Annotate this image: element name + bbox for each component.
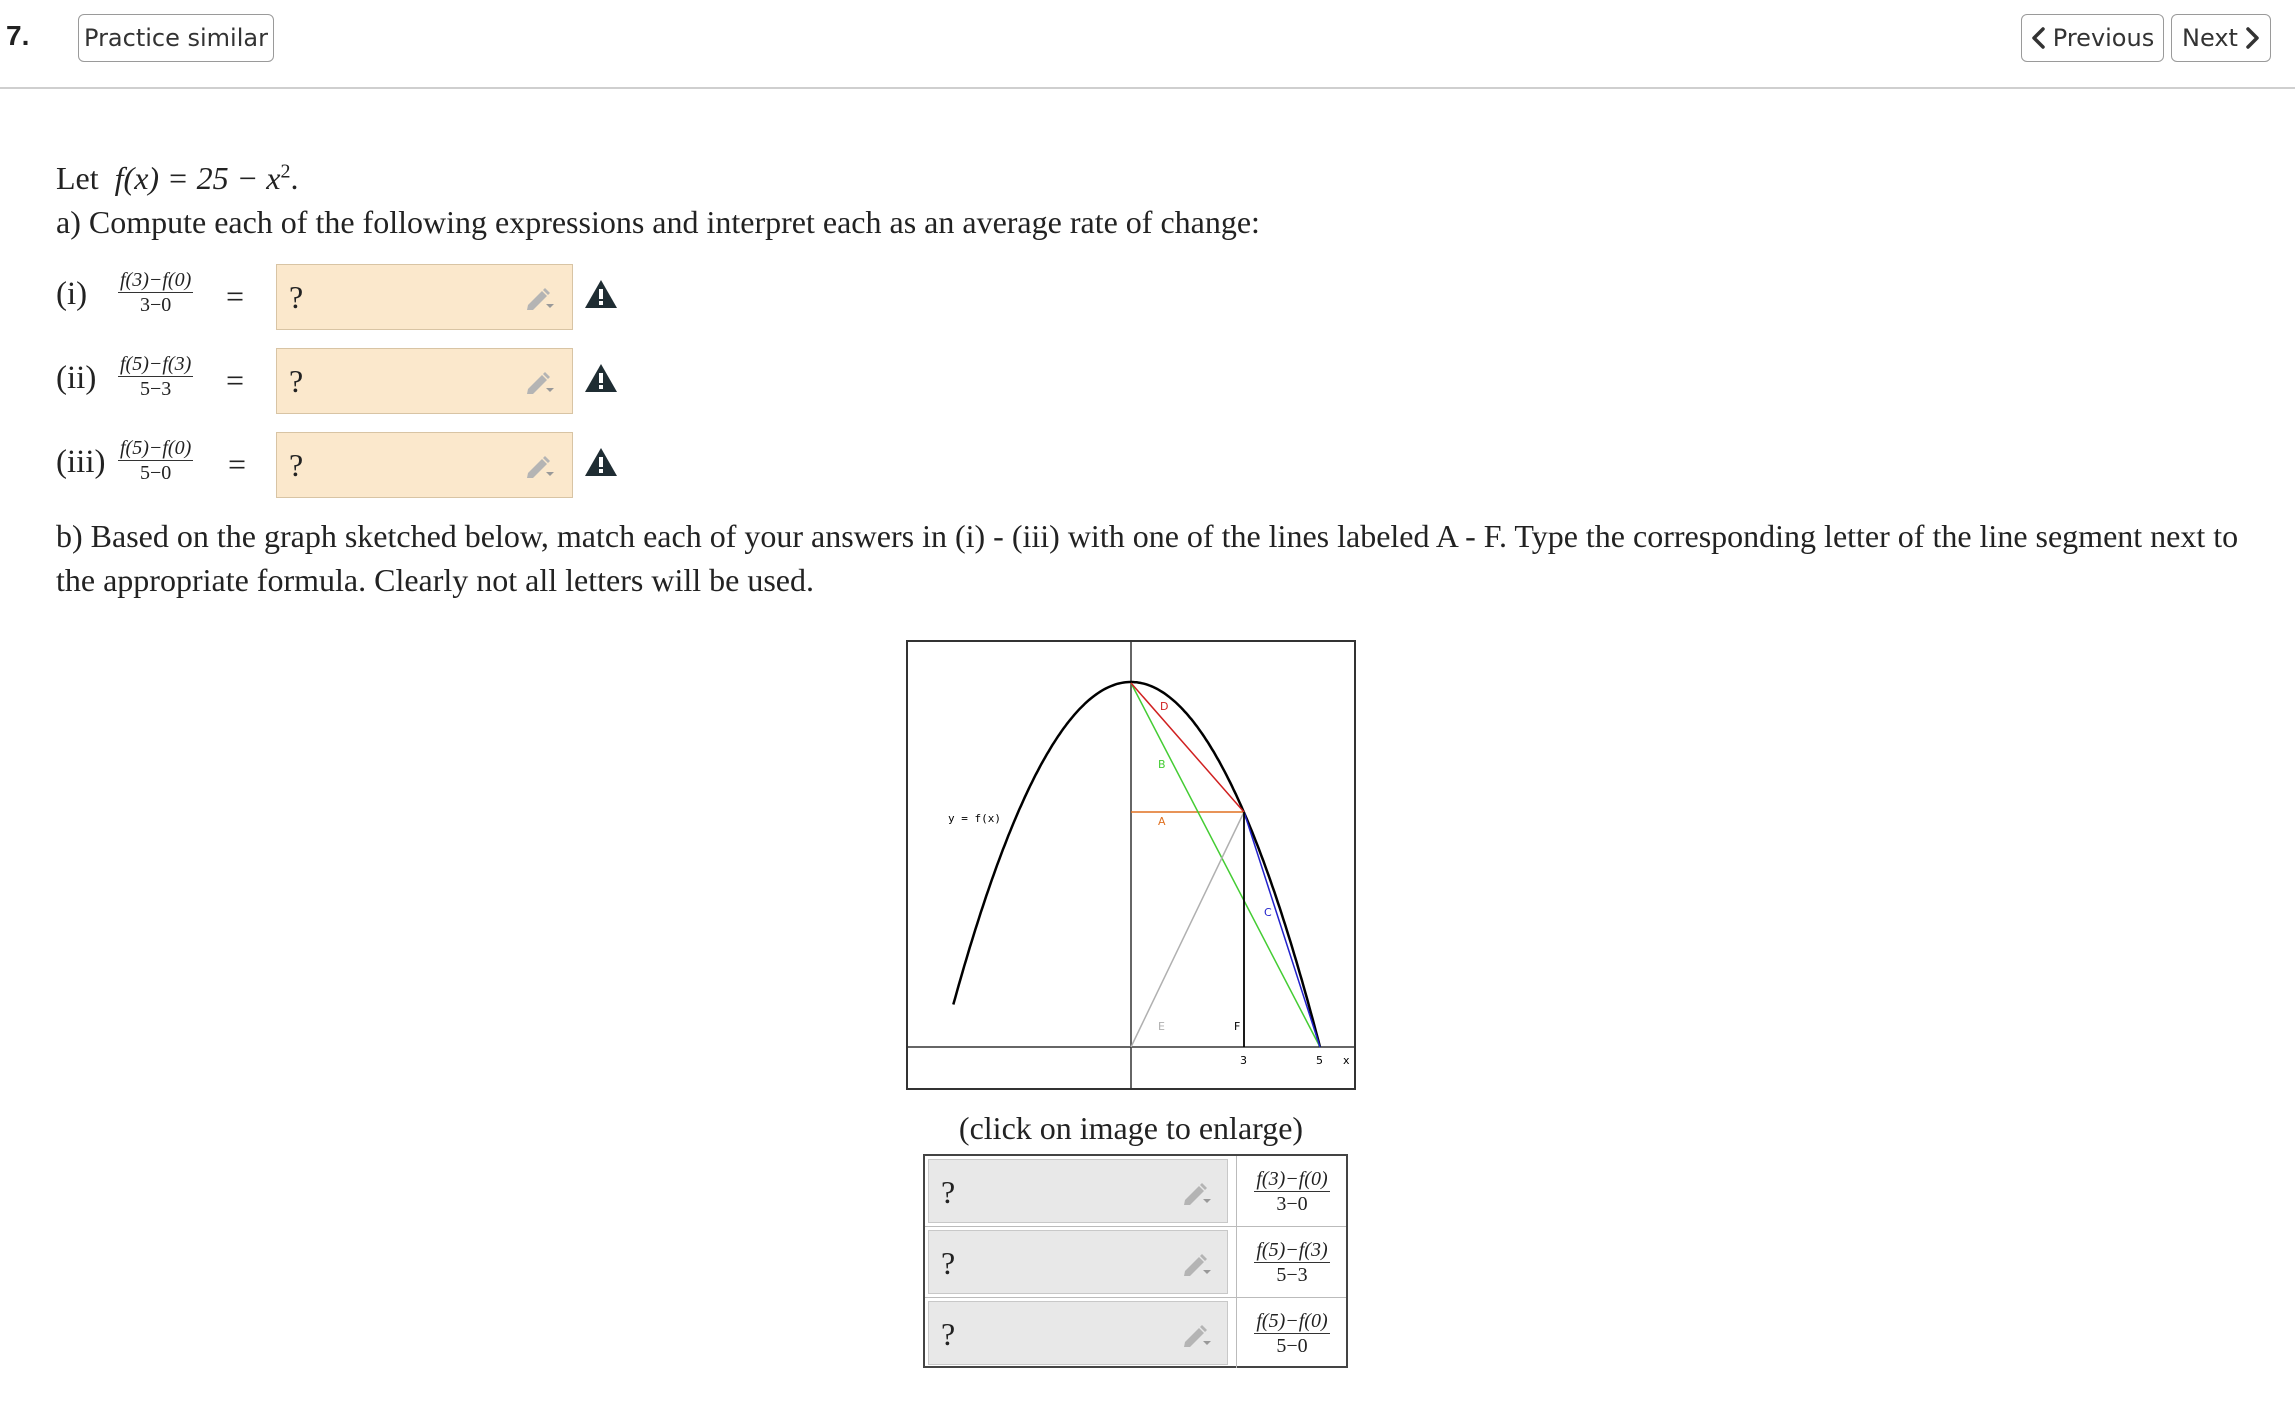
part-a-row-iii (56, 432, 676, 498)
equals-sign: = (226, 362, 245, 398)
graph-caption[interactable]: (click on image to enlarge) (958, 1110, 1304, 1146)
fraction-denominator: 5−3 (1276, 1263, 1308, 1286)
pencil-icon[interactable] (524, 285, 556, 311)
top-bar (0, 0, 2295, 89)
roman-numeral: (iii) (56, 444, 106, 480)
chevron-right-icon (2244, 27, 2260, 49)
answer-value: ? (289, 447, 304, 483)
pencil-icon[interactable] (524, 369, 556, 395)
matching-table (923, 1154, 1348, 1368)
label-e: E (1158, 1020, 1165, 1033)
warning-icon (584, 278, 618, 310)
difference-quotient (1254, 1167, 1329, 1216)
roman-numeral: (ii) (56, 360, 97, 396)
pencil-icon[interactable] (1181, 1251, 1213, 1277)
match-formula (1236, 1298, 1347, 1368)
function-expression: f(x) = 25 − x (114, 160, 281, 196)
part-b-instructions: b) Based on the graph sketched below, match each of your answers in (i) - (iii) with one of the lines labeled A - F. Type the corresponding letter of the line segment next to the appropriate formula. Clearly not all letters will be used. (56, 518, 2239, 598)
answer-value: ? (289, 279, 304, 315)
tick-3: 3 (1240, 1054, 1247, 1067)
previous-label: Previous (2052, 24, 2155, 52)
next-button[interactable] (2171, 14, 2271, 62)
pencil-icon[interactable] (1181, 1180, 1213, 1206)
fraction-numerator: f(5)−f(0) (1256, 1309, 1328, 1332)
match-input-1[interactable] (928, 1159, 1228, 1223)
difference-quotient (118, 436, 193, 485)
fraction-denominator: 3−0 (1276, 1192, 1308, 1215)
label-b: B (1158, 758, 1166, 771)
part-a-row-i (56, 264, 676, 330)
match-row (925, 1227, 1346, 1298)
match-input-3[interactable] (928, 1301, 1228, 1365)
practice-similar-label: Practice similar (84, 24, 268, 52)
label-a: A (1158, 815, 1166, 828)
pencil-icon[interactable] (1181, 1322, 1213, 1348)
let-word: Let (56, 160, 99, 196)
match-formula (1236, 1156, 1347, 1226)
fraction-numerator: f(5)−f(3) (1256, 1238, 1328, 1261)
match-input-2[interactable] (928, 1230, 1228, 1294)
label-f: F (1234, 1020, 1241, 1033)
x-axis-label: x (1343, 1054, 1350, 1067)
fraction-denominator: 5−3 (139, 378, 172, 400)
match-formula (1236, 1227, 1347, 1297)
fraction-numerator: f(5)−f(3) (120, 353, 192, 375)
answer-input-ii[interactable] (276, 348, 573, 414)
fraction-denominator: 5−0 (139, 462, 172, 484)
pencil-icon[interactable] (524, 453, 556, 479)
fraction-numerator: f(3)−f(0) (1256, 1167, 1328, 1190)
equals-sign: = (226, 278, 245, 314)
part-a-instructions: a) Compute each of the following expressions and interpret each as an average rate of change: (56, 204, 1260, 240)
label-d: D (1160, 700, 1169, 713)
next-label: Next (2182, 24, 2238, 52)
curve-label: y = f(x) (948, 812, 1001, 825)
part-a-row-ii (56, 348, 676, 414)
difference-quotient (118, 352, 193, 401)
fraction-denominator: 3−0 (139, 294, 172, 316)
fraction-numerator: f(5)−f(0) (120, 437, 192, 459)
fraction-denominator: 5−0 (1276, 1334, 1308, 1357)
practice-similar-button[interactable] (78, 14, 274, 62)
difference-quotient (1254, 1309, 1329, 1358)
fraction-numerator: f(3)−f(0) (120, 269, 192, 291)
roman-numeral: (i) (56, 276, 88, 312)
equals-sign: = (228, 446, 247, 482)
warning-icon (584, 446, 618, 478)
label-c: C (1264, 906, 1272, 919)
function-period: . (290, 160, 299, 196)
chevron-left-icon (2031, 27, 2047, 49)
match-value: ? (941, 1316, 956, 1352)
tick-5: 5 (1316, 1054, 1323, 1067)
answer-input-i[interactable] (276, 264, 573, 330)
difference-quotient (118, 268, 193, 317)
match-row (925, 1298, 1346, 1368)
previous-button[interactable] (2021, 14, 2164, 62)
match-value: ? (941, 1174, 956, 1210)
warning-icon (584, 362, 618, 394)
function-definition (56, 160, 298, 197)
answer-input-iii[interactable] (276, 432, 573, 498)
question-number: 7. (6, 20, 30, 51)
match-value: ? (941, 1245, 956, 1281)
answer-value: ? (289, 363, 304, 399)
difference-quotient (1254, 1238, 1329, 1287)
function-exponent: 2 (280, 160, 291, 183)
match-row (925, 1156, 1346, 1227)
graph-image[interactable] (906, 640, 1356, 1090)
